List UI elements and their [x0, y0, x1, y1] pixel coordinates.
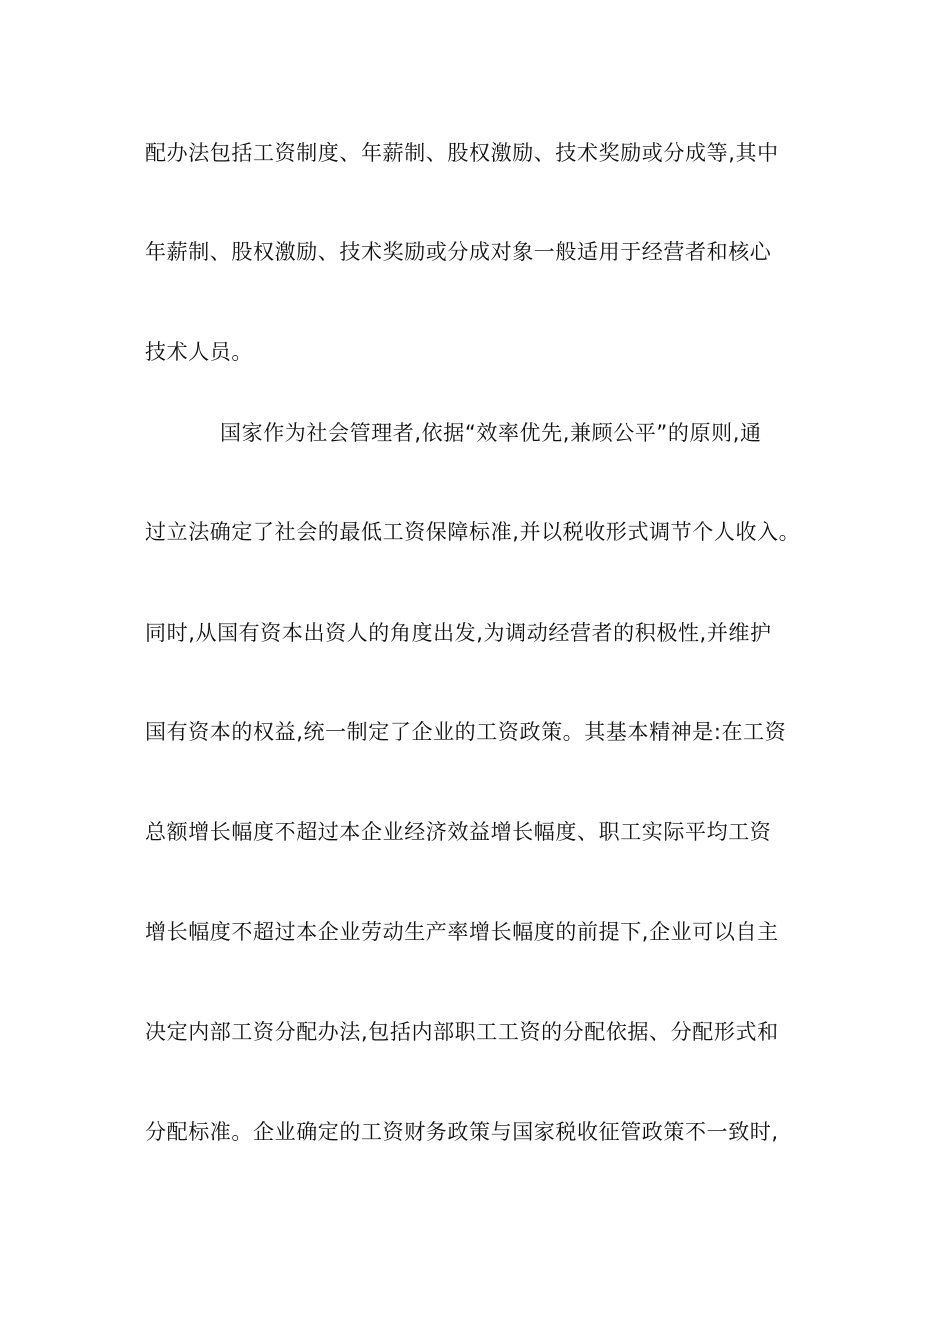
text-line-2: 年薪制、股权激励、技术奖励或分成对象一般适用于经营者和核心 — [145, 240, 772, 264]
text-line-3: 技术人员。 — [145, 340, 253, 364]
text-line-7: 国有资本的权益,统一制定了企业的工资政策。其基本精神是:在工资 — [145, 720, 787, 744]
text-line-10: 决定内部工资分配办法,包括内部职工工资的分配依据、分配形式和 — [145, 1020, 779, 1044]
text-line-5: 过立法确定了社会的最低工资保障标准,并以税收形式调节个人收入。 — [145, 520, 801, 544]
text-line-4: 国家作为社会管理者,依据“效率优先,兼顾公平”的原则,通 — [220, 421, 762, 445]
text-line-8: 总额增长幅度不超过本企业经济效益增长幅度、职工实际平均工资 — [145, 820, 772, 844]
text-line-6: 同时,从国有资本出资人的角度出发,为调动经营者的积极性,并维护 — [145, 621, 772, 645]
text-line-9: 增长幅度不超过本企业劳动生产率增长幅度的前提下,企业可以自主 — [145, 920, 779, 944]
text-line-11: 分配标准。企业确定的工资财务政策与国家税收征管政策不一致时, — [145, 1120, 779, 1144]
text-line-1: 配办法包括工资制度、年薪制、股权激励、技术奖励或分成等,其中 — [145, 141, 779, 165]
